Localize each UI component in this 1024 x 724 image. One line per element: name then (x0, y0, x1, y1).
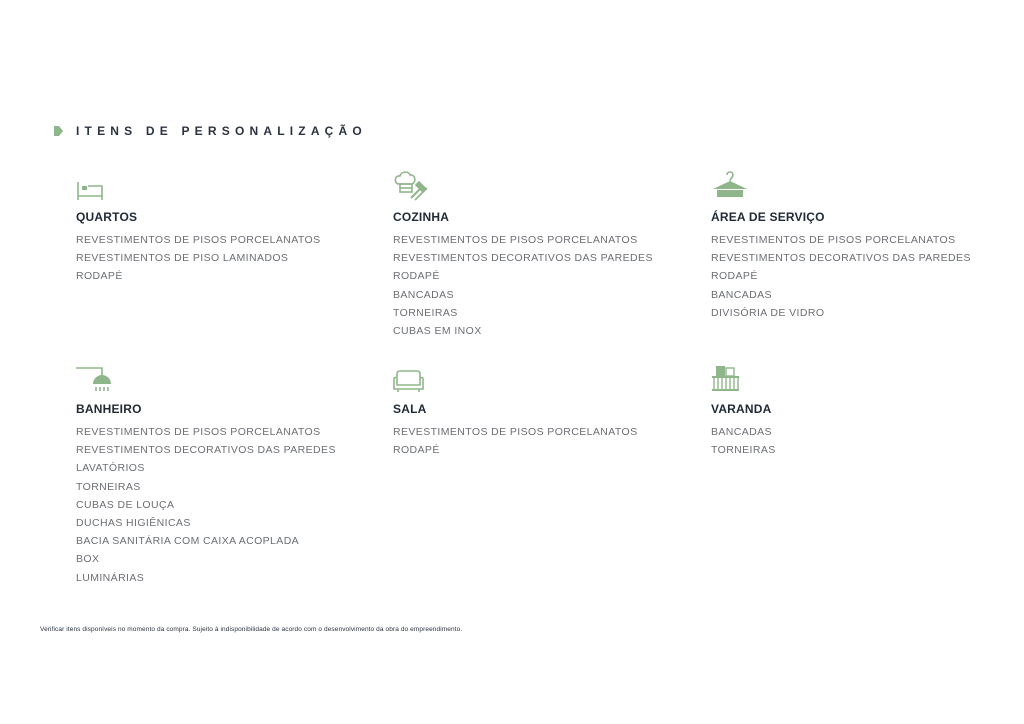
section-area-de-servico (711, 170, 1011, 322)
section-varanda (711, 364, 1011, 459)
list-item: BOX (76, 553, 100, 566)
section-sala (393, 368, 693, 459)
list-item: REVESTIMENTOS DECORATIVOS DAS PAREDES (711, 252, 971, 265)
list-item: BACIA SANITÁRIA COM CAIXA ACOPLADA (76, 535, 300, 548)
footnote: Verificar itens disponíveis no momento da compra. Sujeito à indisponibilidade de acordo com o desenvolvimento da obra do empreendimento. (40, 626, 463, 633)
list-item: REVESTIMENTOS DE PISOS PORCELANATOS (76, 234, 321, 246)
item-list (393, 231, 693, 340)
list-item: LAVATÓRIOS (76, 462, 145, 475)
list-item: REVESTIMENTOS DE PISOS PORCELANATOS (76, 426, 321, 438)
list-item: REVESTIMENTOS DECORATIVOS DAS PAREDES (393, 252, 653, 265)
section-title: QUARTOS (76, 210, 138, 224)
section-title: BANHEIRO (76, 402, 142, 416)
list-item: RODAPÉ (393, 270, 440, 283)
page-title: ITENS DE PERSONALIZAÇÃO (76, 124, 367, 138)
list-item: REVESTIMENTOS DE PISOS PORCELANATOS (393, 426, 638, 438)
list-item: TORNEIRAS (76, 480, 141, 493)
list-item: RODAPÉ (393, 444, 440, 457)
list-item: RODAPÉ (711, 270, 758, 283)
list-item: RODAPÉ (76, 270, 123, 283)
section-banheiro (76, 362, 376, 587)
list-item: REVESTIMENTOS DECORATIVOS DAS PAREDES (76, 444, 336, 457)
list-item: REVESTIMENTOS DE PISO LAMINADOS (76, 252, 289, 265)
list-item: TORNEIRAS (393, 306, 458, 319)
list-item: CUBAS EM INOX (393, 325, 482, 338)
item-list (76, 231, 376, 286)
list-item: BANCADAS (711, 288, 772, 301)
list-item: REVESTIMENTOS DE PISOS PORCELANATOS (393, 234, 638, 246)
section-cozinha (393, 170, 693, 340)
section-title: VARANDA (711, 402, 772, 416)
section-title: SALA (393, 402, 427, 416)
item-list (393, 423, 693, 459)
list-item: BANCADAS (711, 426, 772, 438)
balcony-icon (711, 364, 1011, 396)
chef-hat-utensils-icon (393, 170, 693, 204)
list-item: DUCHAS HIGIÊNICAS (76, 517, 191, 530)
list-item: BANCADAS (393, 288, 454, 301)
item-list (76, 423, 376, 587)
triangle-marker-icon (53, 126, 63, 136)
sofa-icon (393, 368, 693, 396)
list-item: LUMINÁRIAS (76, 571, 145, 584)
section-title: ÁREA DE SERVIÇO (711, 210, 825, 224)
list-item: TORNEIRAS (711, 444, 776, 457)
list-item: CUBAS DE LOUÇA (76, 498, 175, 511)
list-item: REVESTIMENTOS DE PISOS PORCELANATOS (711, 234, 956, 246)
section-header (53, 124, 367, 138)
shower-icon (76, 362, 376, 396)
list-item: DIVISÓRIA DE VIDRO (711, 306, 825, 319)
section-title: COZINHA (393, 210, 450, 224)
item-list (711, 231, 1011, 322)
bed-icon (76, 176, 376, 204)
item-list (711, 423, 1011, 459)
hanger-icon (711, 170, 1011, 204)
section-quartos (76, 176, 376, 286)
